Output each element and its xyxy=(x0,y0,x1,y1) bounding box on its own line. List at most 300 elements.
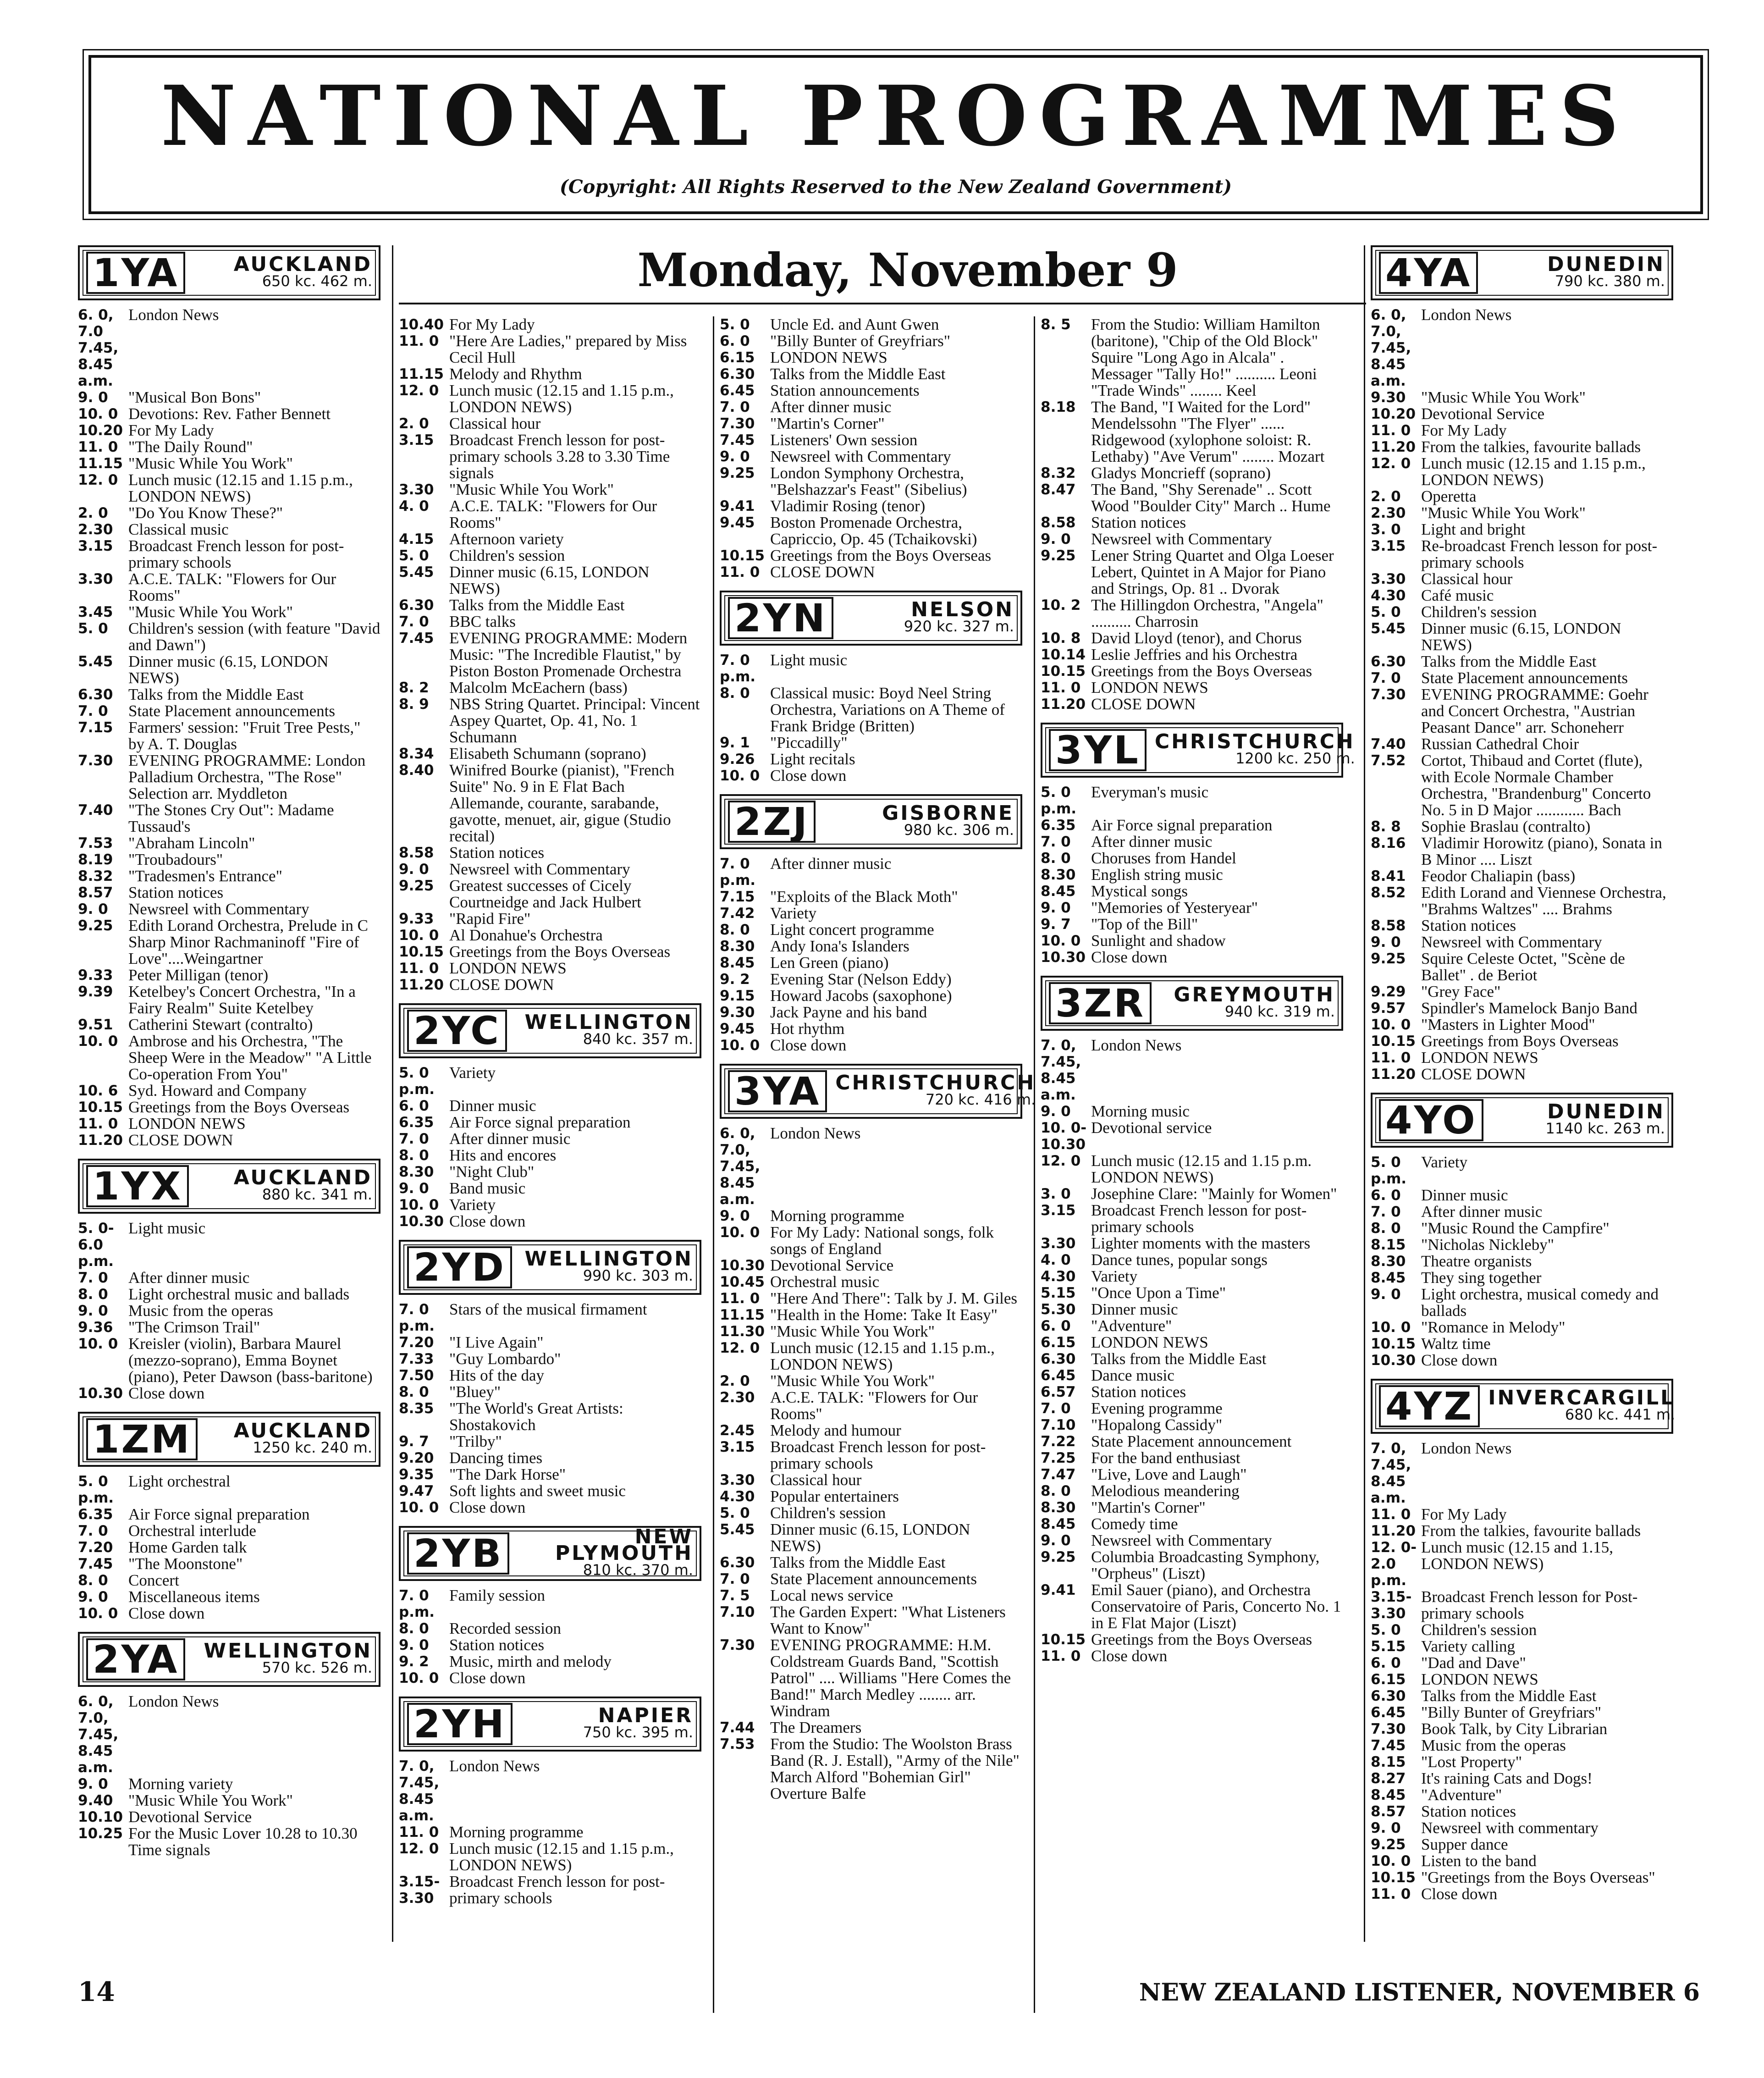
station-info xyxy=(520,1247,693,1284)
programme-time: 9.41 xyxy=(1041,1582,1076,1598)
programme-title: Talks from the Middle East xyxy=(449,596,625,614)
programme-item xyxy=(399,564,701,597)
programme-time: 9.30 xyxy=(720,1004,755,1021)
programme-title: Howard Jacobs (saxophone) xyxy=(770,987,952,1005)
programme-time: 10. 0 xyxy=(78,406,118,422)
programme-time: 9.35 xyxy=(399,1466,434,1483)
programme-item xyxy=(78,307,380,389)
station-frequency: 880 kc. 341 m. xyxy=(262,1186,372,1203)
programme-item xyxy=(720,889,1022,905)
programme-time: 8. 0 xyxy=(399,1147,429,1164)
programme-time: 6. 0, 7.0, 7.45, 8.45 a.m. xyxy=(78,1693,119,1776)
programme-item xyxy=(1041,1285,1343,1301)
programme-title: Air Force signal preparation xyxy=(128,1505,310,1523)
programme-item xyxy=(78,1083,380,1099)
station-spacer xyxy=(78,1858,380,1868)
programme-item xyxy=(720,751,1022,768)
programme-title: Home Garden talk xyxy=(128,1538,247,1556)
programme-time: 10. 2 xyxy=(1041,597,1081,613)
programme-item xyxy=(1371,1589,1673,1622)
programme-title: Dinner music (6.15, LONDON NEWS) xyxy=(449,563,650,597)
programme-item xyxy=(78,1693,380,1776)
station-header xyxy=(399,1697,701,1752)
programme-time: 2. 0 xyxy=(399,415,429,432)
programme-time: 7. 5 xyxy=(720,1587,750,1604)
programme-time: 6.45 xyxy=(1041,1367,1076,1384)
programme-title: Syd. Howard and Company xyxy=(128,1082,307,1100)
programme-title: Lunch music (12.15 and 1.15 p.m., LONDON NEWS) xyxy=(1421,454,1646,489)
programme-title: Melody and humour xyxy=(770,1421,901,1439)
programme-title: Morning variety xyxy=(128,1775,233,1793)
programme-title: Light concert programme xyxy=(770,921,934,939)
programme-item xyxy=(720,1021,1022,1037)
programme-time: 7. 0 xyxy=(720,1571,750,1587)
programme-time: 8.32 xyxy=(78,868,113,884)
programme-title: Hot rhythm xyxy=(770,1020,845,1038)
programme-time: 10.45 xyxy=(720,1274,765,1290)
programme-time: 8.30 xyxy=(1041,867,1076,883)
programme-title: Leslie Jeffries and his Orchestra xyxy=(1091,646,1298,663)
station-spacer xyxy=(399,1686,701,1697)
station-frequency: 720 kc. 416 m. xyxy=(925,1091,1036,1108)
programme-time: 10.30 xyxy=(78,1385,123,1402)
programme-item xyxy=(399,1351,701,1367)
programme-time: 9.25 xyxy=(1371,1836,1406,1853)
programme-title: London News xyxy=(770,1124,861,1142)
programme-item xyxy=(1041,630,1343,647)
programme-item xyxy=(78,1506,380,1523)
programme-item xyxy=(1041,680,1343,696)
programme-title: "The Moonstone" xyxy=(128,1555,243,1573)
programme-time: 2. 0 xyxy=(720,1373,750,1389)
programme-title: "Bluey" xyxy=(449,1383,501,1401)
station-spacer xyxy=(78,1622,380,1632)
programme-title: Sophie Braslau (contralto) xyxy=(1421,818,1591,835)
programme-title: LONDON NEWS xyxy=(1091,679,1208,696)
station-info xyxy=(206,1419,372,1456)
programme-time: 6.35 xyxy=(1041,817,1076,834)
programme-title: Talks from the Middle East xyxy=(1421,652,1597,670)
programme-item xyxy=(1041,663,1343,680)
programme-item xyxy=(720,1004,1022,1021)
programme-item xyxy=(1371,984,1673,1000)
programme-title: "Health in the Home: Take It Easy" xyxy=(770,1306,998,1324)
programme-title: Squire Celeste Octet, "Scène de Ballet" . de Beriot xyxy=(1421,950,1625,984)
station-header xyxy=(720,794,1022,849)
programme-title: The Hillingdon Orchestra, "Angela" .......... Charrosin xyxy=(1091,596,1323,630)
programme-time: 3.30 xyxy=(1041,1235,1076,1252)
station-spacer xyxy=(399,1516,701,1526)
programme-time: 8. 5 xyxy=(1041,316,1071,333)
programme-title: Classical music: Boyd Neel String Orchestra, Variations on A Theme of Frank Bridge (Britten) xyxy=(770,684,1005,735)
programme-item xyxy=(399,1587,701,1620)
programme-time: 8. 0 xyxy=(720,922,750,938)
programme-time: 7. 0 xyxy=(1371,670,1401,686)
programme-title: Children's session (with feature "David and Dawn") xyxy=(128,619,380,654)
station-info xyxy=(518,1525,693,1579)
station-callsign: 3ZR xyxy=(1049,982,1152,1024)
programme-item xyxy=(720,547,1022,564)
programme-item xyxy=(720,465,1022,498)
programme-item xyxy=(1041,949,1343,966)
programme-item xyxy=(399,316,701,333)
programme-item xyxy=(78,1523,380,1539)
programme-item xyxy=(78,620,380,653)
programme-title: The Band, "I Waited for the Lord" Mendelssohn "The Flyer" ...... Ridgewood (xylophone soloist: R. Lethaby) "Ave Verum" ........ Mozart xyxy=(1091,398,1325,465)
programme-item xyxy=(1371,1154,1673,1187)
station-info xyxy=(193,253,372,290)
station-info xyxy=(521,1704,693,1741)
programme-item xyxy=(1371,1352,1673,1369)
programme-title: "Here Are Ladies," prepared by Miss Cecil Hull xyxy=(449,332,687,366)
programme-item xyxy=(1371,538,1673,571)
station-callsign: 2ZJ xyxy=(728,801,816,843)
programme-time: 5. 0-6.0 p.m. xyxy=(78,1220,114,1270)
programme-title: Broadcast French lesson for post-primary schools 3.28 to 3.30 Time signals xyxy=(449,431,670,482)
programme-item xyxy=(1371,884,1673,917)
programme-item xyxy=(720,1472,1022,1488)
programme-title: "Tradesmen's Entrance" xyxy=(128,867,282,885)
programme-time: 5. 0 xyxy=(720,316,750,333)
programme-item xyxy=(1371,1539,1673,1589)
programme-title: Evening programme xyxy=(1091,1399,1223,1417)
programme-item xyxy=(1041,834,1343,850)
programme-item xyxy=(399,1824,701,1840)
programme-time: 10.30 xyxy=(720,1257,765,1274)
programme-time: 8. 0 xyxy=(78,1572,108,1589)
programme-title: "Adventure" xyxy=(1091,1317,1172,1335)
station-spacer xyxy=(1371,1369,1673,1379)
programme-item xyxy=(399,1466,701,1483)
station-city: CHRISTCHURCH xyxy=(1154,730,1355,753)
programme-time: 9.39 xyxy=(78,984,113,1000)
programme-title: Edith Lorand and Viennese Orchestra, "Brahms Waltzes" .... Brahms xyxy=(1421,884,1666,918)
programme-item xyxy=(399,1098,701,1114)
programme-item xyxy=(78,472,380,505)
programme-time: 7.42 xyxy=(720,905,755,922)
programme-title: "Music While You Work" xyxy=(128,603,293,621)
programme-item xyxy=(78,884,380,901)
programme-item xyxy=(1041,916,1343,933)
column-5 xyxy=(1371,245,1676,1912)
programme-item xyxy=(720,768,1022,784)
programme-title: "I Live Again" xyxy=(449,1333,544,1351)
station-spacer xyxy=(720,580,1022,591)
programme-title: "Romance in Melody" xyxy=(1421,1318,1566,1336)
programme-item xyxy=(399,531,701,547)
programme-title: Operetta xyxy=(1421,487,1477,505)
programme-time: 2.30 xyxy=(78,521,113,538)
programme-item xyxy=(1371,1721,1673,1737)
programme-title: Station notices xyxy=(1091,514,1186,531)
date-heading: Monday, November 9 xyxy=(637,243,1178,297)
programme-time: 5. 0 xyxy=(399,547,429,564)
programme-item xyxy=(720,1307,1022,1323)
programme-item xyxy=(78,1286,380,1303)
programme-time: 10.15 xyxy=(1371,1033,1416,1050)
station-callsign: 4YO xyxy=(1379,1099,1483,1141)
programme-time: 7.40 xyxy=(78,802,113,818)
programme-time: 6.15 xyxy=(1041,1334,1076,1351)
programme-title: Dinner music (6.15, LONDON NEWS) xyxy=(770,1520,970,1555)
programme-item xyxy=(78,901,380,917)
programme-item xyxy=(399,1164,701,1180)
programme-item xyxy=(720,1554,1022,1571)
programme-item xyxy=(1371,1506,1673,1523)
programme-title: Hits and encores xyxy=(449,1146,557,1164)
programme-title: Close down xyxy=(449,1498,526,1516)
programme-title: For My Lady: National songs, folk songs of England xyxy=(770,1223,994,1258)
programme-item xyxy=(1041,867,1343,883)
programme-time: 6.35 xyxy=(399,1114,434,1131)
programme-item xyxy=(1371,1066,1673,1083)
programme-title: Light recitals xyxy=(770,750,855,768)
station-info xyxy=(835,1071,1036,1108)
programme-item xyxy=(1371,1886,1673,1902)
programme-time: 9. 0 xyxy=(78,1303,108,1319)
station-frequency: 750 kc. 395 m. xyxy=(583,1724,693,1741)
programme-item xyxy=(78,538,380,571)
programme-item xyxy=(1371,1803,1673,1820)
programme-title: Devotional Service xyxy=(1421,405,1545,423)
programme-item xyxy=(1371,868,1673,884)
programme-item xyxy=(399,630,701,680)
station-spacer xyxy=(1371,1902,1673,1912)
station-callsign: 2YN xyxy=(728,597,833,639)
programme-title: Malcolm McEachern (bass) xyxy=(449,679,628,696)
programme-item xyxy=(1041,933,1343,949)
programme-item xyxy=(78,752,380,802)
station-header xyxy=(1371,1093,1673,1148)
programme-time: 11.20 xyxy=(1041,696,1086,713)
programme-time: 5.15 xyxy=(1041,1285,1076,1301)
programme-item xyxy=(78,1099,380,1116)
programme-time: 10.25 xyxy=(78,1825,123,1842)
station-city: NELSON xyxy=(911,598,1014,621)
programme-time: 9. 0 xyxy=(1371,1286,1401,1303)
programme-item xyxy=(1041,316,1343,399)
programme-time: 7. 0 p.m. xyxy=(720,652,756,685)
programme-time: 5. 0 p.m. xyxy=(399,1065,435,1098)
programme-title: "Abraham Lincoln" xyxy=(128,834,255,852)
programme-title: After dinner music xyxy=(449,1130,571,1148)
programme-title: Broadcast French lesson for Post-primary schools xyxy=(1421,1588,1638,1622)
programme-time: 6. 0, 7.0, 7.45, 8.45 a.m. xyxy=(1371,307,1411,389)
programme-title: Station notices xyxy=(1421,1802,1516,1820)
programme-time: 6. 0 xyxy=(1371,1187,1401,1204)
programme-time: 7. 0 xyxy=(1041,1400,1071,1417)
programme-title: For My Lady xyxy=(1421,421,1507,439)
programme-title: Lener String Quartet and Olga Loeser Lebert, Quintet in A Major for Piano and Strings, Op. 81 .. Dvorak xyxy=(1091,547,1334,597)
programme-item xyxy=(1371,1523,1673,1539)
station-callsign: 1YX xyxy=(86,1165,189,1207)
programme-title: Close down xyxy=(1421,1885,1498,1903)
programme-time: 8.58 xyxy=(1041,514,1076,531)
station-frequency: 1200 kc. 250 m. xyxy=(1235,750,1355,767)
programme-time: 11.20 xyxy=(1371,1066,1416,1083)
programme-time: 7.30 xyxy=(1371,686,1406,703)
programme-item xyxy=(1041,1516,1343,1532)
programme-title: English string music xyxy=(1091,866,1223,884)
programme-item xyxy=(1041,1450,1343,1466)
programme-time: 7.30 xyxy=(720,1637,755,1653)
programme-title: "The World's Great Artists: Shostakovich xyxy=(449,1399,623,1434)
station-header xyxy=(78,1632,380,1687)
programme-title: Devotional Service xyxy=(770,1256,894,1274)
programme-item xyxy=(1371,620,1673,653)
programme-title: CLOSE DOWN xyxy=(770,563,875,581)
programme-item xyxy=(1041,1252,1343,1268)
station-callsign: 2YH xyxy=(407,1703,513,1745)
programme-time: 11. 0 xyxy=(399,1824,439,1840)
programme-item xyxy=(720,382,1022,399)
programme-title: Station notices xyxy=(128,884,224,901)
programme-item xyxy=(78,1776,380,1792)
programme-item xyxy=(1371,818,1673,835)
programme-title: Dinner music xyxy=(1091,1300,1178,1318)
programme-item xyxy=(78,1116,380,1132)
programme-item xyxy=(78,851,380,868)
programme-title: "Nicholas Nickleby" xyxy=(1421,1236,1555,1254)
programme-time: 9.25 xyxy=(720,465,755,481)
programme-title: Talks from the Middle East xyxy=(770,365,946,383)
programme-title: Variety xyxy=(1091,1267,1138,1285)
programme-item xyxy=(1371,1622,1673,1638)
programme-time: 11.20 xyxy=(1371,439,1416,455)
programme-title: LONDON NEWS xyxy=(770,348,888,366)
programme-item xyxy=(1371,1671,1673,1688)
programme-item xyxy=(720,1719,1022,1736)
programme-title: "Grey Face" xyxy=(1421,983,1501,1000)
programme-title: "Martin's Corner" xyxy=(770,414,885,432)
programme-title: Morning programme xyxy=(770,1207,904,1225)
station-info xyxy=(1492,1100,1665,1137)
programme-time: 10.15 xyxy=(720,547,765,564)
programme-title: Close down xyxy=(449,1212,526,1230)
programme-item xyxy=(78,1556,380,1572)
programme-item xyxy=(78,1792,380,1809)
programme-time: 5.45 xyxy=(720,1521,755,1538)
programme-title: "Musical Bon Bons" xyxy=(128,388,261,406)
programme-title: "Masters in Lighter Mood" xyxy=(1421,1016,1595,1033)
programme-item xyxy=(399,498,701,531)
programme-item xyxy=(399,415,701,432)
programme-item xyxy=(720,1571,1022,1587)
programme-item xyxy=(78,802,380,835)
programme-time: 6.45 xyxy=(1371,1704,1406,1721)
programme-time: 8.47 xyxy=(1041,481,1076,498)
station-city: WELLINGTON xyxy=(524,1247,693,1271)
programme-title: "Lost Property" xyxy=(1421,1753,1522,1771)
programme-item xyxy=(1371,934,1673,951)
programme-item xyxy=(78,686,380,703)
programme-time: 6.30 xyxy=(1371,653,1406,670)
programme-time: 11. 0 xyxy=(399,960,439,977)
programme-title: Light music xyxy=(128,1219,206,1237)
programme-item xyxy=(78,1605,380,1622)
station-header xyxy=(1371,245,1673,300)
programme-time: 7.22 xyxy=(1041,1433,1076,1450)
programme-title: "Music While You Work" xyxy=(449,481,614,498)
programme-item xyxy=(78,604,380,620)
programme-item xyxy=(399,696,701,746)
programme-title: Talks from the Middle East xyxy=(770,1553,946,1571)
programme-title: Talks from the Middle East xyxy=(1421,1687,1597,1705)
programme-time: 5. 0 p.m. xyxy=(1041,784,1077,817)
programme-title: "Music While You Work" xyxy=(1421,504,1586,522)
programme-item xyxy=(1041,1301,1343,1318)
programme-title: Greetings from the Boys Overseas xyxy=(128,1098,350,1116)
station-callsign: 2YA xyxy=(86,1638,185,1680)
programme-item xyxy=(720,1323,1022,1340)
programme-title: Classical hour xyxy=(1421,570,1513,588)
programme-title: Dinner music (6.15, LONDON NEWS) xyxy=(128,652,329,687)
programme-title: From the talkies, favourite ballads xyxy=(1421,438,1641,456)
programme-title: CLOSE DOWN xyxy=(1421,1065,1526,1083)
programme-title: Greetings from the Boys Overseas xyxy=(1091,1630,1312,1648)
programme-time: 11.20 xyxy=(399,977,444,993)
programme-title: Broadcast French lesson for post-primary schools xyxy=(1091,1201,1307,1236)
programme-title: Ketelbey's Concert Orchestra, "In a Fairy Realm" Suite Ketelbey xyxy=(128,983,356,1017)
programme-time: 10. 0 xyxy=(1371,1017,1411,1033)
station-city: GISBORNE xyxy=(882,801,1014,825)
programme-title: Children's session xyxy=(1421,1621,1537,1639)
programme-time: 12. 0 xyxy=(78,472,118,488)
programme-title: Station notices xyxy=(449,1636,545,1654)
programme-title: Theatre organists xyxy=(1421,1252,1532,1270)
programme-item xyxy=(720,498,1022,514)
programme-item xyxy=(1371,1440,1673,1506)
programme-item xyxy=(78,455,380,472)
programme-item xyxy=(1371,1253,1673,1270)
programme-item xyxy=(399,1213,701,1230)
programme-item xyxy=(399,746,701,762)
programme-item xyxy=(720,1389,1022,1422)
programme-time: 8.58 xyxy=(1371,917,1406,934)
programme-item xyxy=(1371,1754,1673,1770)
programme-title: "Piccadilly" xyxy=(770,734,848,752)
station-info xyxy=(1488,1386,1676,1423)
programme-time: 7.10 xyxy=(1041,1417,1076,1433)
programme-time: 6.30 xyxy=(78,686,113,703)
programme-time: 8.30 xyxy=(399,1164,434,1180)
programme-time: 9.25 xyxy=(1371,951,1406,967)
programme-time: 7.25 xyxy=(1041,1450,1076,1466)
programme-title: Listen to the band xyxy=(1421,1852,1537,1870)
programme-time: 10.15 xyxy=(1371,1869,1416,1886)
programme-time: 9.15 xyxy=(720,988,755,1004)
programme-time: 12. 0 xyxy=(1371,455,1411,472)
programme-title: Variety xyxy=(449,1196,496,1214)
programme-time: 8. 0 xyxy=(720,685,750,702)
programme-time: 10.15 xyxy=(1371,1336,1416,1352)
programme-time: 6.30 xyxy=(1041,1351,1076,1367)
programme-item xyxy=(78,1825,380,1858)
programme-time: 9.20 xyxy=(399,1450,434,1466)
programme-title: Family session xyxy=(449,1586,546,1604)
programme-time: 3. 0 xyxy=(1371,521,1401,538)
station-info xyxy=(824,801,1014,839)
programme-item xyxy=(1371,439,1673,455)
programme-title: Columbia Broadcasting Symphony, "Orpheus" (Liszt) xyxy=(1091,1548,1320,1582)
station-frequency: 940 kc. 319 m. xyxy=(1224,1003,1335,1020)
column-3 xyxy=(720,315,1036,1812)
programme-item xyxy=(1371,505,1673,521)
programme-time: 7. 0 p.m. xyxy=(720,856,756,889)
programme-title: NBS String Quartet. Principal: Vincent Aspey Quartet, Op. 41, No. 1 Schumann xyxy=(449,695,700,746)
programme-time: 9. 7 xyxy=(399,1433,429,1450)
programme-time: 8.19 xyxy=(78,851,113,868)
